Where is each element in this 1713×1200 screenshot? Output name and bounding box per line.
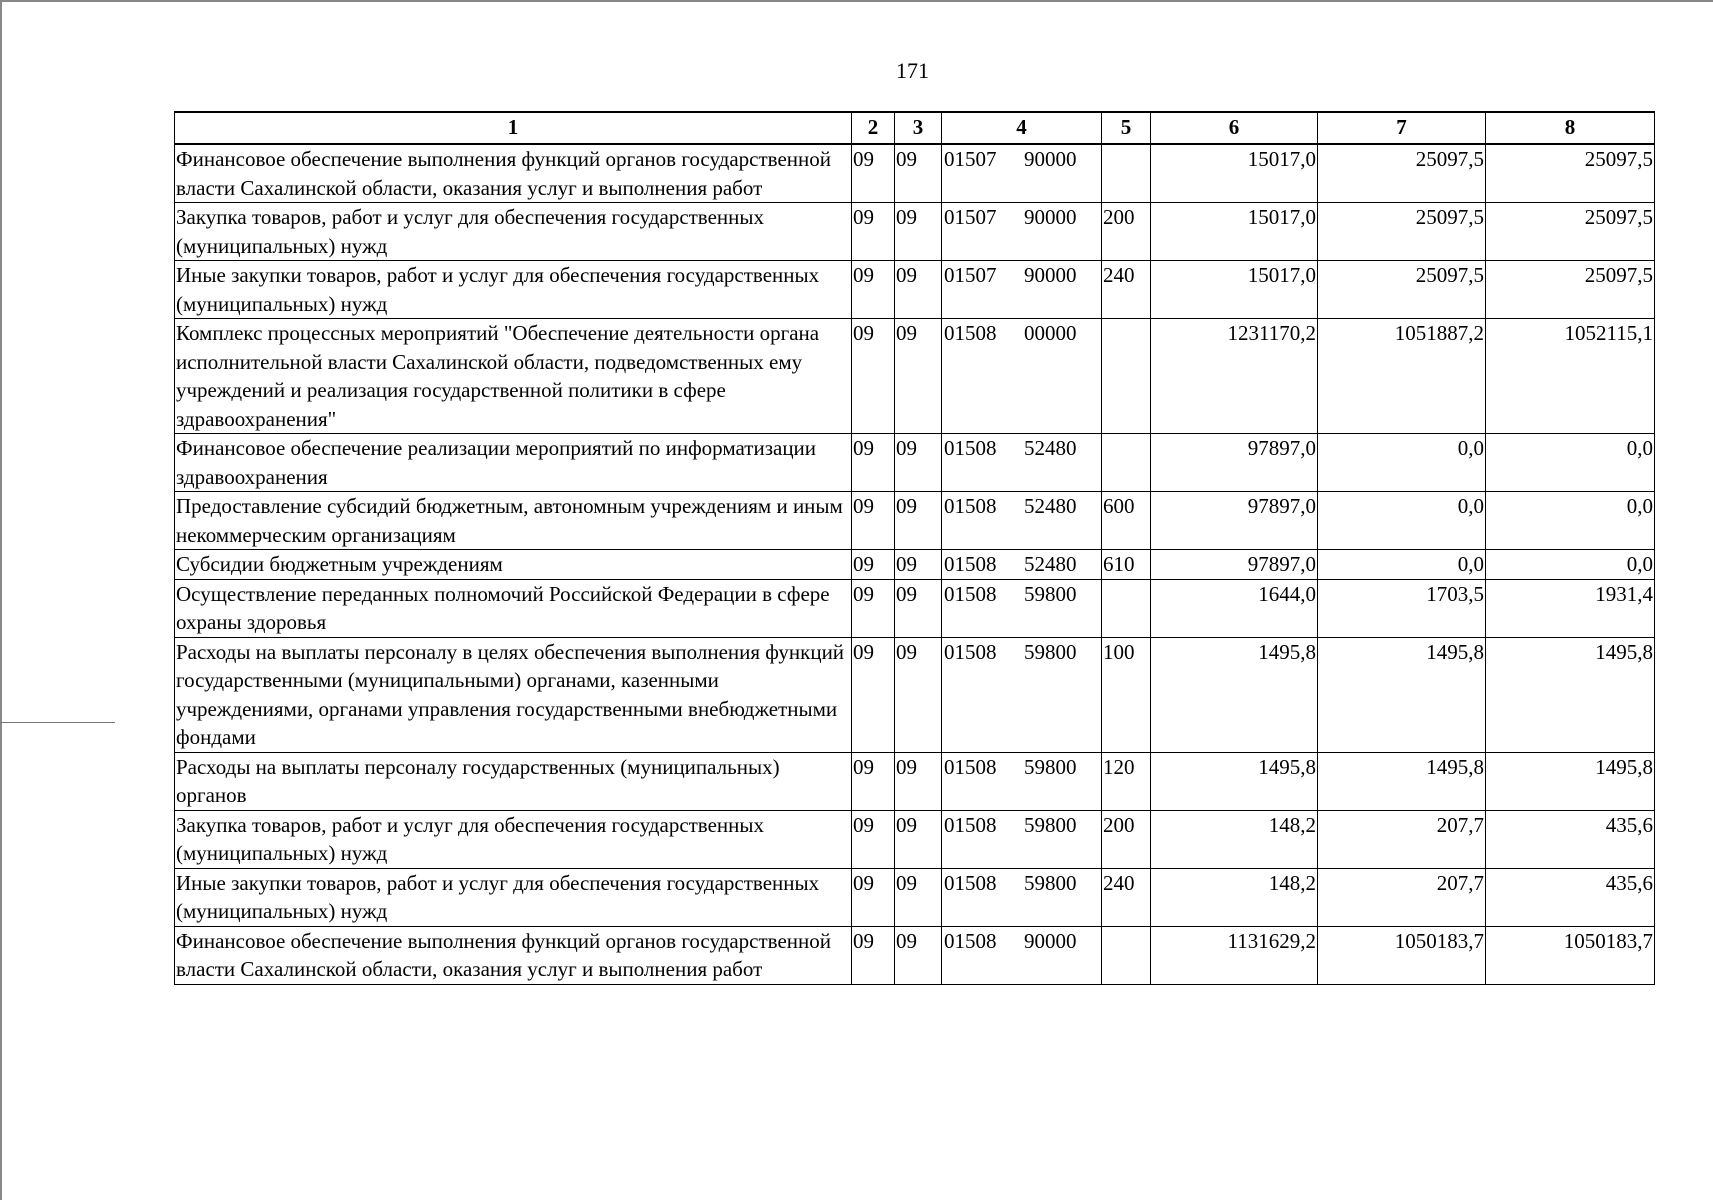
amount-col-7: 25097,5 (1318, 261, 1486, 319)
amount-col-6: 97897,0 (1151, 492, 1318, 550)
table-row (175, 492, 1655, 550)
target-article-program-code: 01508 (944, 552, 997, 576)
header-col-5: 5 (1102, 112, 1151, 144)
section-code: 09 (852, 492, 895, 550)
budget-item-name: Финансовое обеспечение выполнения функций органов государственной власти Сахалинской области, оказания услуг и выполнения работ (175, 926, 852, 984)
subsection-code: 09 (895, 434, 942, 492)
expense-type-code: 100 (1102, 637, 1151, 752)
table-row (175, 261, 1655, 319)
table-row (175, 752, 1655, 810)
header-col-2: 2 (852, 112, 895, 144)
target-article-code (942, 144, 1102, 203)
target-article-program-code: 01508 (944, 581, 997, 606)
target-article-code (942, 550, 1102, 580)
target-article-program-code: 01508 (944, 754, 997, 779)
amount-col-6: 1495,8 (1151, 752, 1318, 810)
table-row (175, 144, 1655, 203)
target-article-code (942, 926, 1102, 984)
section-code: 09 (852, 144, 895, 203)
target-article-code (942, 492, 1102, 550)
section-code: 09 (852, 926, 895, 984)
subsection-code: 09 (895, 752, 942, 810)
amount-col-7: 207,7 (1318, 868, 1486, 926)
amount-col-6: 97897,0 (1151, 434, 1318, 492)
target-article-program-code: 01508 (944, 639, 997, 664)
section-code: 09 (852, 752, 895, 810)
amount-col-6: 1644,0 (1151, 579, 1318, 637)
amount-col-6: 15017,0 (1151, 144, 1318, 203)
target-article-direction-code: 59800 (1024, 870, 1077, 895)
target-article-direction-code: 90000 (1024, 928, 1077, 953)
target-article-code (942, 203, 1102, 261)
table-row (175, 203, 1655, 261)
table-row (175, 434, 1655, 492)
header-col-8: 8 (1486, 112, 1655, 144)
amount-col-6: 97897,0 (1151, 550, 1318, 580)
amount-col-6: 15017,0 (1151, 261, 1318, 319)
target-article-direction-code: 00000 (1024, 321, 1077, 345)
table-row (175, 926, 1655, 984)
table-row (175, 579, 1655, 637)
section-code: 09 (852, 434, 895, 492)
target-article-direction-code: 90000 (1024, 147, 1077, 171)
budget-item-name: Расходы на выплаты персоналу в целях обеспечения выполнения функций государственными (муниципальными) органами, казенными учреждениями, органами управления государственными внебюджетными фондами (175, 637, 852, 752)
header-col-4: 4 (942, 112, 1102, 144)
target-article-program-code: 01508 (944, 870, 997, 895)
budget-item-name: Закупка товаров, работ и услуг для обеспечения государственных (муниципальных) нужд (175, 203, 852, 261)
header-col-1: 1 (175, 112, 852, 144)
target-article-direction-code: 52480 (1024, 436, 1077, 460)
target-article-direction-code: 59800 (1024, 812, 1077, 837)
section-code: 09 (852, 579, 895, 637)
table-row (175, 868, 1655, 926)
amount-col-8: 0,0 (1486, 550, 1655, 580)
budget-item-name: Иные закупки товаров, работ и услуг для обеспечения государственных (муниципальных) нужд (175, 261, 852, 319)
amount-col-7: 1495,8 (1318, 637, 1486, 752)
amount-col-8: 1052115,1 (1486, 319, 1655, 434)
target-article-code (942, 868, 1102, 926)
table-row (175, 550, 1655, 580)
target-article-program-code: 01508 (944, 321, 997, 345)
expense-type-code (1102, 434, 1151, 492)
subsection-code: 09 (895, 579, 942, 637)
amount-col-7: 0,0 (1318, 492, 1486, 550)
amount-col-7: 25097,5 (1318, 203, 1486, 261)
subsection-code: 09 (895, 550, 942, 580)
subsection-code: 09 (895, 810, 942, 868)
subsection-code: 09 (895, 926, 942, 984)
amount-col-8: 25097,5 (1486, 144, 1655, 203)
target-article-code (942, 810, 1102, 868)
target-article-code (942, 637, 1102, 752)
target-article-direction-code: 59800 (1024, 581, 1077, 606)
budget-item-name: Субсидии бюджетным учреждениям (175, 550, 852, 580)
expense-type-code: 120 (1102, 752, 1151, 810)
table-row (175, 637, 1655, 752)
target-article-program-code: 01508 (944, 436, 997, 460)
amount-col-6: 148,2 (1151, 810, 1318, 868)
target-article-direction-code: 59800 (1024, 754, 1077, 779)
target-article-program-code: 01507 (944, 147, 997, 171)
table-row (175, 810, 1655, 868)
subsection-code: 09 (895, 868, 942, 926)
section-code: 09 (852, 637, 895, 752)
target-article-code (942, 261, 1102, 319)
subsection-code: 09 (895, 203, 942, 261)
target-article-direction-code: 90000 (1024, 263, 1077, 287)
target-article-program-code: 01508 (944, 812, 997, 837)
target-article-code (942, 579, 1102, 637)
table-row (175, 319, 1655, 434)
header-col-3: 3 (895, 112, 942, 144)
budget-item-name: Иные закупки товаров, работ и услуг для обеспечения государственных (муниципальных) нужд (175, 868, 852, 926)
amount-col-8: 1495,8 (1486, 637, 1655, 752)
budget-item-name: Финансовое обеспечение реализации мероприятий по информатизации здравоохранения (175, 434, 852, 492)
section-code: 09 (852, 319, 895, 434)
amount-col-7: 0,0 (1318, 550, 1486, 580)
expense-type-code: 200 (1102, 203, 1151, 261)
section-code: 09 (852, 203, 895, 261)
expense-type-code (1102, 579, 1151, 637)
target-article-program-code: 01507 (944, 205, 997, 229)
target-article-program-code: 01508 (944, 928, 997, 953)
target-article-code (942, 434, 1102, 492)
subsection-code: 09 (895, 261, 942, 319)
amount-col-6: 15017,0 (1151, 203, 1318, 261)
amount-col-7: 1051887,2 (1318, 319, 1486, 434)
subsection-code: 09 (895, 492, 942, 550)
amount-col-7: 1495,8 (1318, 752, 1486, 810)
header-row (175, 112, 1655, 144)
expense-type-code (1102, 319, 1151, 434)
amount-col-6: 148,2 (1151, 868, 1318, 926)
target-article-direction-code: 52480 (1024, 494, 1077, 518)
expense-type-code: 610 (1102, 550, 1151, 580)
amount-col-8: 0,0 (1486, 492, 1655, 550)
amount-col-6: 1131629,2 (1151, 926, 1318, 984)
section-code: 09 (852, 261, 895, 319)
amount-col-8: 1050183,7 (1486, 926, 1655, 984)
amount-col-8: 435,6 (1486, 810, 1655, 868)
budget-item-name: Закупка товаров, работ и услуг для обеспечения государственных (муниципальных) нужд (175, 810, 852, 868)
section-code: 09 (852, 868, 895, 926)
subsection-code: 09 (895, 144, 942, 203)
amount-col-8: 1931,4 (1486, 579, 1655, 637)
expense-type-code: 240 (1102, 868, 1151, 926)
target-article-code (942, 319, 1102, 434)
expense-type-code: 200 (1102, 810, 1151, 868)
section-code: 09 (852, 550, 895, 580)
amount-col-7: 1050183,7 (1318, 926, 1486, 984)
expense-type-code (1102, 144, 1151, 203)
amount-col-7: 1703,5 (1318, 579, 1486, 637)
target-article-direction-code: 59800 (1024, 639, 1077, 664)
header-col-6: 6 (1151, 112, 1318, 144)
amount-col-8: 435,6 (1486, 868, 1655, 926)
table-body (175, 144, 1655, 984)
amount-col-7: 0,0 (1318, 434, 1486, 492)
expense-type-code: 240 (1102, 261, 1151, 319)
amount-col-7: 25097,5 (1318, 144, 1486, 203)
budget-item-name: Комплекс процессных мероприятий "Обеспечение деятельности органа исполнительной власти Сахалинской области, подведомственных ему учреждений и реализация государственной политики в сфере здравоохранения" (175, 319, 852, 434)
amount-col-8: 25097,5 (1486, 203, 1655, 261)
target-article-direction-code: 90000 (1024, 205, 1077, 229)
subsection-code: 09 (895, 637, 942, 752)
amount-col-8: 1495,8 (1486, 752, 1655, 810)
amount-col-8: 0,0 (1486, 434, 1655, 492)
expense-type-code (1102, 926, 1151, 984)
budget-item-name: Расходы на выплаты персоналу государственных (муниципальных) органов (175, 752, 852, 810)
subsection-code: 09 (895, 319, 942, 434)
page-number: 171 (896, 58, 929, 83)
budget-item-name: Финансовое обеспечение выполнения функций органов государственной власти Сахалинской области, оказания услуг и выполнения работ (175, 144, 852, 203)
amount-col-8: 25097,5 (1486, 261, 1655, 319)
target-article-code (942, 752, 1102, 810)
expense-type-code: 600 (1102, 492, 1151, 550)
amount-col-6: 1231170,2 (1151, 319, 1318, 434)
budget-item-name: Осуществление переданных полномочий Российской Федерации в сфере охраны здоровья (175, 579, 852, 637)
header-col-7: 7 (1318, 112, 1486, 144)
section-code: 09 (852, 810, 895, 868)
target-article-direction-code: 52480 (1024, 552, 1077, 576)
budget-item-name: Предоставление субсидий бюджетным, автономным учреждениям и иным некоммерческим организациям (175, 492, 852, 550)
scan-artifact-dash (0, 722, 115, 723)
amount-col-6: 1495,8 (1151, 637, 1318, 752)
target-article-program-code: 01508 (944, 494, 997, 518)
budget-table (174, 111, 1655, 985)
target-article-program-code: 01507 (944, 263, 997, 287)
amount-col-7: 207,7 (1318, 810, 1486, 868)
